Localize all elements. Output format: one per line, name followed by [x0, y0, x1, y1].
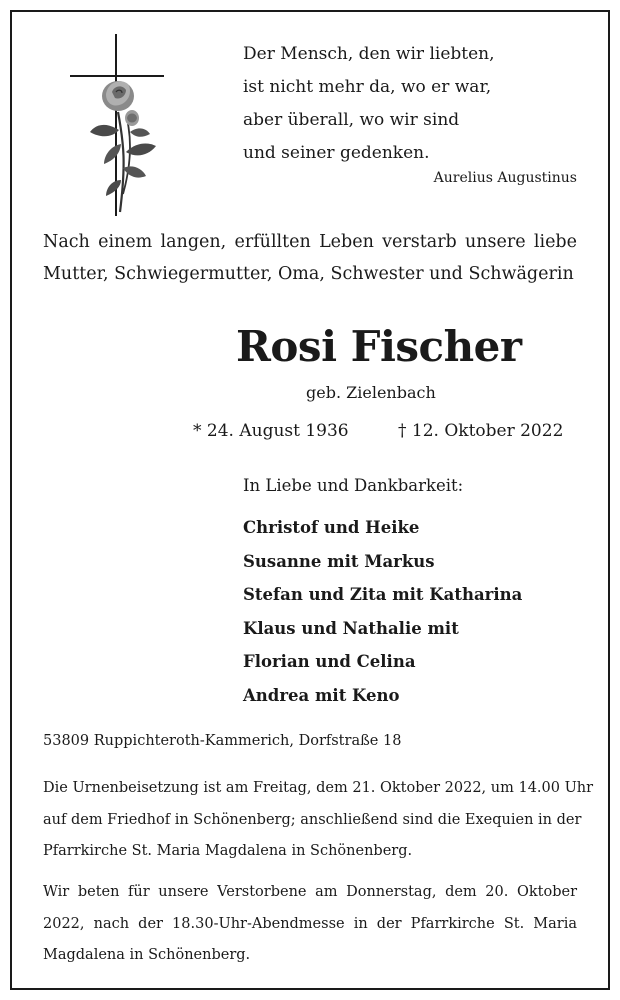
poem-line: ist nicht mehr da, wo er war,: [243, 77, 492, 97]
prayer-notice: [43, 877, 577, 972]
birth-date: * 24. August 1936: [193, 421, 349, 441]
family-address: 53809 Ruppichteroth-Kammerich, Dorfstraße 18: [43, 733, 402, 749]
poem-author: Aurelius Augustinus: [433, 170, 577, 186]
mourner-line: Andrea mit Keno: [243, 685, 400, 705]
mourner-line: Susanne mit Markus: [243, 551, 435, 571]
prayer-notice-line: Magdalena in Schönenberg.: [43, 947, 251, 963]
death-date: † 12. Oktober 2022: [398, 421, 564, 441]
funeral-notice-line: Pfarrkirche St. Maria Magdalena in Schönenberg.: [43, 843, 413, 859]
poem-line: und seiner gedenken.: [243, 143, 430, 163]
funeral-notice-line: auf dem Friedhof in Schönenberg; anschließend sind die Exequien in der: [43, 811, 582, 828]
prayer-notice-line: Wir beten für unsere Verstorbene am Donnerstag, dem 20. Oktober: [43, 884, 577, 900]
poem-line: aber überall, wo wir sind: [243, 110, 460, 130]
mourner-line: Florian und Celina: [243, 652, 416, 671]
poem: [243, 38, 495, 170]
maiden-name: geb. Zielenbach: [306, 383, 436, 402]
funeral-notice: [43, 773, 594, 868]
prayer-notice-line: 2022, nach der 18.30-Uhr-Abendmesse in der Pfarrkirche St. Maria: [43, 915, 577, 932]
mourners-list: [243, 511, 522, 712]
intro-line: Nach einem langen, erfüllten Leben verstarb unsere liebe: [43, 232, 577, 252]
deceased-name: Rosi Fischer: [236, 322, 522, 371]
mourners-heading: In Liebe und Dankbarkeit:: [243, 476, 464, 495]
intro-text: [43, 226, 577, 290]
cross-with-rose-icon: [66, 34, 170, 220]
mourner-line: Stefan und Zita mit Katharina: [243, 585, 523, 604]
intro-line: Mutter, Schwiegermutter, Oma, Schwester und Schwägerin: [43, 264, 574, 284]
funeral-notice-line: Die Urnenbeisetzung ist am Freitag, dem 21. Oktober 2022, um 14.00 Uhr: [43, 780, 594, 796]
mourner-line: Klaus und Nathalie mit: [243, 618, 459, 638]
poem-line: Der Mensch, den wir liebten,: [243, 44, 495, 64]
mourner-line: Christof und Heike: [243, 518, 420, 537]
